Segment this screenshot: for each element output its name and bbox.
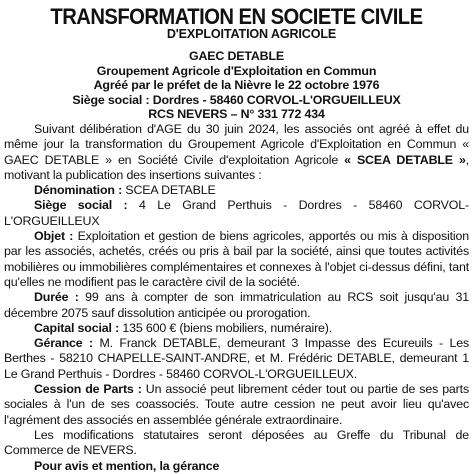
cession-label: Cession de Parts : bbox=[34, 382, 142, 397]
company-approval: Agréé par le préfet de la Nièvre le 22 octobre 1976 bbox=[93, 78, 380, 93]
duree-value: 99 ans à compter de son immatriculation au RCS soit jusqu'au 31 décembre 2075 sauf dissolution anticipée ou prorogation. bbox=[4, 290, 469, 320]
capital-value: 135 600 € (biens mobiliers, numéraire). bbox=[119, 320, 333, 335]
intro-paragraph bbox=[4, 122, 469, 183]
siege-value: 4 Le Grand Perthuis - Dordres - 58460 CORVOL-L'ORGUEILLEUX bbox=[4, 198, 469, 228]
denomination-label: Dénomination : bbox=[34, 183, 123, 198]
legal-notice bbox=[4, 0, 469, 474]
intro-text-2: , motivant la publication des insertions suivantes : bbox=[4, 152, 470, 182]
section-gerance bbox=[4, 336, 469, 382]
company-form: Groupement Agricole d'Exploitation en Commun bbox=[96, 63, 377, 78]
section-duree bbox=[4, 290, 469, 321]
gerance-label: Gérance : bbox=[34, 336, 93, 351]
siege-label: Siège social : bbox=[34, 198, 128, 213]
section-denomination bbox=[4, 183, 469, 198]
signature: Pour avis et mention, la gérance bbox=[34, 458, 220, 473]
objet-value: Exploitation et gestion de biens agricoles, apportés ou mis à disposition par les associés, achetés, créés ou pris à bail par la société, ainsi que toutes activités mobilières ou immobilières complémentaires et connexes à l'objet ci-dessus défini, tant qu'elles ne modifient pas le caractère civil de la société. bbox=[4, 229, 469, 289]
capital-label: Capital social : bbox=[34, 320, 120, 335]
company-block bbox=[4, 49, 469, 122]
section-objet bbox=[4, 229, 469, 290]
company-name: GAEC DETABLE bbox=[188, 49, 285, 63]
denomination-value: SCEA DETABLE bbox=[122, 183, 216, 198]
gerance-value: M. Franck DETABLE, demeurant 3 Impasse des Ecureuils - Les Berthes - 58210 CHAPELLE-SAINT-ANDRE, et M. Frédéric DETABLE, demeurant 1 Le Grand Perthuis - Dordres - 58460 CORVOL-L'ORGUEILLEUX. bbox=[4, 336, 469, 381]
duree-label: Durée : bbox=[34, 290, 79, 305]
intro-new-name: « SCEA DETABLE » bbox=[344, 152, 466, 167]
section-siege bbox=[4, 198, 469, 229]
section-cession bbox=[4, 382, 469, 428]
objet-label: Objet : bbox=[34, 229, 74, 244]
notice-subtitle: D'EXPLOITATION AGRICOLE bbox=[166, 27, 337, 41]
cession-value: Un associé peut librement céder tout ou partie de ses parts sociales à l'un de ses coassociés. Toute autre cession ne peut avoir lieu qu'avec l'agrément des associés en assemblée générale extraordinaire. bbox=[4, 382, 469, 427]
company-rcs: RCS NEVERS – N° 331 772 434 bbox=[148, 107, 325, 122]
notice-title: TRANSFORMATION EN SOCIETE CIVILE bbox=[50, 4, 423, 29]
section-capital bbox=[4, 321, 469, 336]
company-siege: Siège social : Dordres - 58460 CORVOL-L'ORGUEILLEUX bbox=[72, 92, 401, 107]
closing-paragraph: Les modifications statutaires seront déposées au Greffe du Tribunal de Commerce de NEVERS. bbox=[4, 427, 469, 458]
intro-text-1: Suivant délibération d'AGE du 30 juin 2024, les associés ont agréé à effet du même jour la transformation du Groupement Agricole d'Exploitation en Commun « GAEC DETABLE » en Société Civile d'exploitation Agricole bbox=[4, 121, 469, 167]
